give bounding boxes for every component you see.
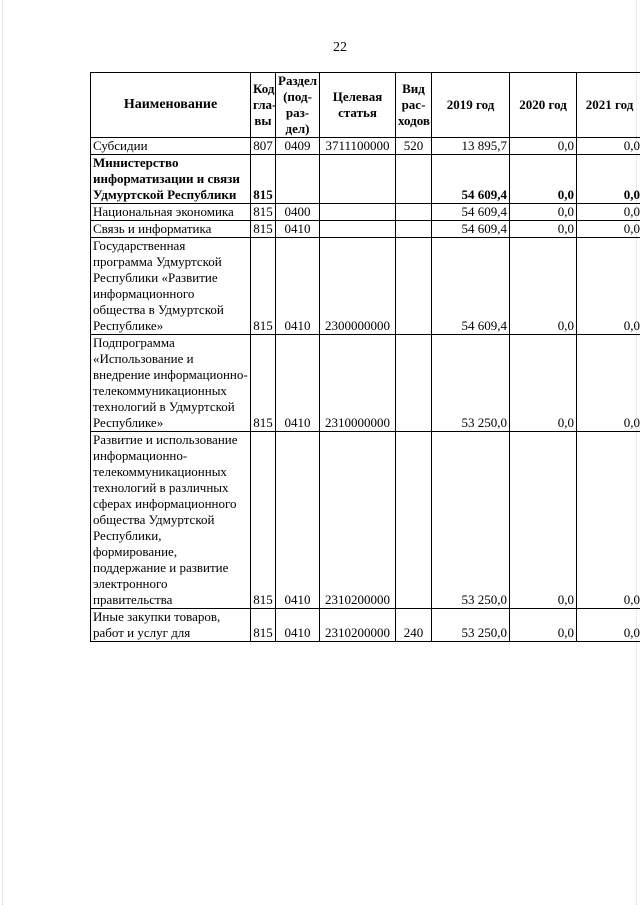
table-row — [91, 138, 640, 155]
cell-2021: 0,0 — [577, 432, 640, 609]
cell-chapter: 815 — [251, 335, 276, 432]
cell-section: 0400 — [276, 204, 320, 221]
page-number: 22 — [333, 40, 347, 55]
header-section: Раздел (под-раз-дел) — [276, 73, 320, 138]
cell-target: 2300000000 — [320, 238, 396, 335]
header-type: Вид рас-ходов — [396, 73, 432, 138]
table-row — [91, 609, 640, 642]
cell-name: Государственная программа Удмуртской Республики «Развитие информационного общества в Удмуртской Республике» — [91, 238, 251, 335]
cell-2019: 54 609,4 — [432, 204, 510, 221]
cell-section: 0410 — [276, 238, 320, 335]
cell-2020: 0,0 — [510, 138, 577, 155]
header-chapter: Код гла-вы — [251, 73, 276, 138]
cell-2019: 54 609,4 — [432, 221, 510, 238]
cell-2020: 0,0 — [510, 204, 577, 221]
cell-section: 0410 — [276, 335, 320, 432]
budget-table — [90, 72, 640, 642]
cell-section: 0409 — [276, 138, 320, 155]
cell-2021: 0,0 — [577, 204, 640, 221]
cell-2021: 0,0 — [577, 335, 640, 432]
cell-type — [396, 238, 432, 335]
cell-2019: 53 250,0 — [432, 335, 510, 432]
cell-2020: 0,0 — [510, 609, 577, 642]
table-row — [91, 335, 640, 432]
table-row — [91, 432, 640, 609]
cell-type: 520 — [396, 138, 432, 155]
cell-name: Иные закупки товаров, работ и услуг для — [91, 609, 251, 642]
cell-target — [320, 155, 396, 204]
cell-type — [396, 204, 432, 221]
header-2020: 2020 год — [510, 73, 577, 138]
cell-2020: 0,0 — [510, 221, 577, 238]
cell-chapter: 815 — [251, 609, 276, 642]
cell-chapter: 815 — [251, 204, 276, 221]
cell-target — [320, 204, 396, 221]
cell-name: Субсидии — [91, 138, 251, 155]
cell-target: 3711100000 — [320, 138, 396, 155]
header-target: Целевая статья — [320, 73, 396, 138]
cell-target: 2310200000 — [320, 609, 396, 642]
header-2021: 2021 год — [577, 73, 640, 138]
table-row — [91, 155, 640, 204]
cell-2021: 0,0 — [577, 609, 640, 642]
cell-chapter: 807 — [251, 138, 276, 155]
table-row — [91, 221, 640, 238]
page-edge-left — [2, 0, 3, 905]
cell-2020: 0,0 — [510, 432, 577, 609]
cell-2021: 0,0 — [577, 138, 640, 155]
cell-name: Связь и информатика — [91, 221, 251, 238]
cell-target: 2310000000 — [320, 335, 396, 432]
cell-2021: 0,0 — [577, 221, 640, 238]
table-row — [91, 204, 640, 221]
cell-name: Национальная экономика — [91, 204, 251, 221]
cell-section — [276, 155, 320, 204]
table-header-row — [91, 73, 640, 138]
cell-target: 2310200000 — [320, 432, 396, 609]
cell-type: 240 — [396, 609, 432, 642]
cell-2020: 0,0 — [510, 155, 577, 204]
cell-2021: 0,0 — [577, 238, 640, 335]
cell-chapter: 815 — [251, 155, 276, 204]
header-name: Наименование — [91, 73, 251, 138]
cell-type — [396, 432, 432, 609]
cell-2019: 54 609,4 — [432, 238, 510, 335]
cell-2019: 54 609,4 — [432, 155, 510, 204]
header-2019: 2019 год — [432, 73, 510, 138]
cell-chapter: 815 — [251, 221, 276, 238]
cell-target — [320, 221, 396, 238]
cell-name: Подпрограмма «Использование и внедрение информационно-телекоммуникационных технологий в Удмуртской Республике» — [91, 335, 251, 432]
cell-name: Министерство информатизации и связи Удмуртской Республики — [91, 155, 251, 204]
cell-type — [396, 155, 432, 204]
cell-2020: 0,0 — [510, 238, 577, 335]
cell-2021: 0,0 — [577, 155, 640, 204]
cell-section: 0410 — [276, 432, 320, 609]
cell-2019: 53 250,0 — [432, 609, 510, 642]
cell-chapter: 815 — [251, 432, 276, 609]
cell-section: 0410 — [276, 609, 320, 642]
cell-2019: 53 250,0 — [432, 432, 510, 609]
cell-2020: 0,0 — [510, 335, 577, 432]
cell-type — [396, 335, 432, 432]
table-row — [91, 238, 640, 335]
cell-type — [396, 221, 432, 238]
cell-chapter: 815 — [251, 238, 276, 335]
cell-section: 0410 — [276, 221, 320, 238]
cell-2019: 13 895,7 — [432, 138, 510, 155]
cell-name: Развитие и использование информационно-телекоммуникационных технологий в различных сферах информационного общества Удмуртской Республики, формирование, поддержание и развитие электронного правительства — [91, 432, 251, 609]
